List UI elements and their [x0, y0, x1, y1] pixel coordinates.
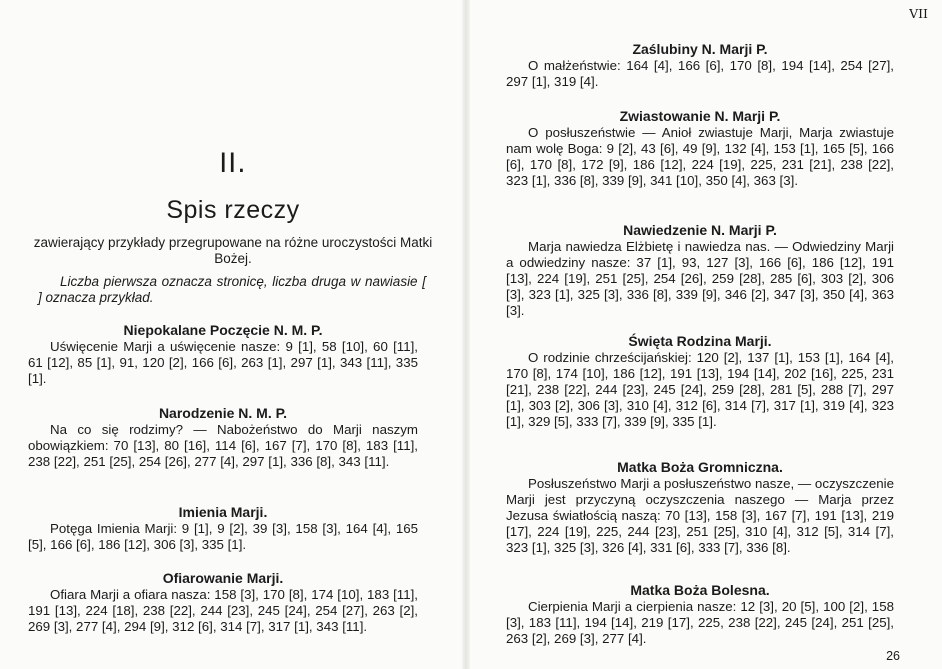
section-niepokalane-poczecie	[28, 321, 418, 387]
section-heading: Matka Boża Gromniczna.	[617, 459, 783, 475]
section-swieta-rodzina	[506, 332, 894, 430]
section-text: Na co się rodzimy? — Nabożeństwo do Marji naszym obowiązkiem: 70 [13], 80 [16], 114 [6], 167 [7], 170 [8], 183 [11], 238 [22], 251 [25], 254 [26], 277 [4], 297 [1], 336 [8], 343 [11].	[28, 422, 418, 469]
section-imienia-marji	[28, 503, 418, 553]
section-text: Posłuszeństwo Marji a posłuszeństwo nasze, — oczyszczenie Marji jest przyczyną oczyszczenia naszego — Marja przez Jezusa światłością naszą: 70 [13], 158 [3], 167 [7], 191 [13], 219 [17], 224 [19], 225, 244 [23], 251 [25], 310 [4], 312 [5], 314 [7], 323 [1], 325 [3], 326 [4], 331 [6], 333 [7], 336 [8].	[506, 476, 894, 555]
section-heading: Nawiedzenie N. Marji P.	[623, 222, 777, 238]
page-subtitle: zawierający przykłady przegrupowane na różne uroczystości Matki Bożej.	[33, 235, 433, 266]
section-text: Potęga Imienia Marji: 9 [1], 9 [2], 39 [3], 158 [3], 164 [4], 165 [5], 166 [6], 186 [12], 306 [3], 335 [1].	[28, 521, 418, 552]
left-page	[0, 0, 466, 669]
section-zaslubiny	[506, 40, 894, 90]
section-heading: Ofiarowanie Marji.	[162, 570, 284, 586]
section-matka-boza-bolesna	[506, 581, 894, 647]
page-number: 26	[886, 649, 900, 663]
page-title: Spis rzeczy	[166, 196, 300, 224]
section-text: Marja nawiedza Elżbietę i nawiedza nas. — Odwiedziny Marji a odwiedziny nasze: 37 [1], 93, 127 [3], 166 [6], 186 [12], 191 [13], 224 [19], 251 [25], 254 [26], 259 [28], 285 [6], 303 [2], 306 [3], 323 [1], 325 [3], 336 [8], 339 [9], 346 [2], 347 [3], 350 [4], 363 [3].	[506, 239, 894, 318]
section-heading: Niepokalane Poczęcie N. M. P.	[123, 322, 323, 338]
section-heading: Matka Boża Bolesna.	[630, 582, 770, 598]
section-text: Ofiara Marji a ofiara nasza: 158 [3], 170 [8], 174 [10], 183 [11], 191 [13], 224 [18], 238 [22], 244 [23], 245 [24], 254 [27], 263 [2], 269 [3], 277 [4], 294 [9], 312 [6], 314 [7], 317 [1], 343 [11].	[28, 587, 418, 634]
section-text: O posłuszeństwie — Anioł zwiastuje Marji, Marja zwiastuje nam wolę Boga: 9 [2], 43 [6], 49 [9], 132 [4], 153 [1], 165 [5], 166 [6], 170 [8], 172 [9], 186 [12], 224 [19], 225, 231 [21], 238 [22], 323 [1], 336 [8], 339 [9], 341 [10], 350 [4], 363 [3].	[506, 125, 894, 188]
section-heading: Imienia Marji.	[178, 504, 268, 520]
section-text: O rodzinie chrześcijańskiej: 120 [2], 137 [1], 153 [1], 164 [4], 170 [8], 174 [10], 186 [12], 191 [13], 194 [14], 202 [16], 225, 231 [21], 238 [22], 244 [23], 245 [24], 259 [28], 281 [5], 288 [7], 297 [1], 303 [2], 306 [3], 310 [4], 312 [6], 314 [7], 317 [1], 319 [4], 323 [1], 329 [5], 333 [7], 339 [9], 335 [1].	[506, 350, 894, 429]
section-heading: Zwiastowanie N. Marji P.	[619, 108, 781, 124]
right-page	[466, 0, 942, 669]
section-narodzenie	[28, 404, 418, 470]
section-heading: Zaślubiny N. Marji P.	[632, 41, 768, 57]
page-number-roman: VII	[909, 6, 928, 21]
section-text: Cierpienia Marji a cierpienia nasze: 12 [3], 20 [5], 100 [2], 158 [3], 183 [11], 194 [14], 219 [17], 225, 238 [22], 245 [24], 251 [25], 263 [2], 269 [3], 277 [4].	[506, 599, 894, 646]
section-matka-boza-gromniczna	[506, 458, 894, 556]
reading-note: Liczba pierwsza oznacza stronicę, liczba druga w nawiasie [ ] oznacza przykład.	[38, 274, 426, 305]
section-heading: Narodzenie N. M. P.	[158, 405, 288, 421]
section-text: Uświęcenie Marji a uświęcenie nasze: 9 [1], 58 [10], 60 [11], 61 [12], 85 [1], 91, 120 [2], 166 [6], 263 [1], 297 [1], 343 [11], 335 [1].	[28, 339, 418, 386]
section-zwiastowanie	[506, 107, 894, 189]
section-nawiedzenie	[506, 221, 894, 319]
section-heading: Święta Rodzina Marji.	[628, 333, 772, 349]
section-ofiarowanie-marji	[28, 569, 418, 635]
chapter-number: II.	[219, 148, 247, 179]
section-text: O małżeństwie: 164 [4], 166 [6], 170 [8], 194 [14], 254 [27], 297 [1], 319 [4].	[506, 58, 894, 89]
